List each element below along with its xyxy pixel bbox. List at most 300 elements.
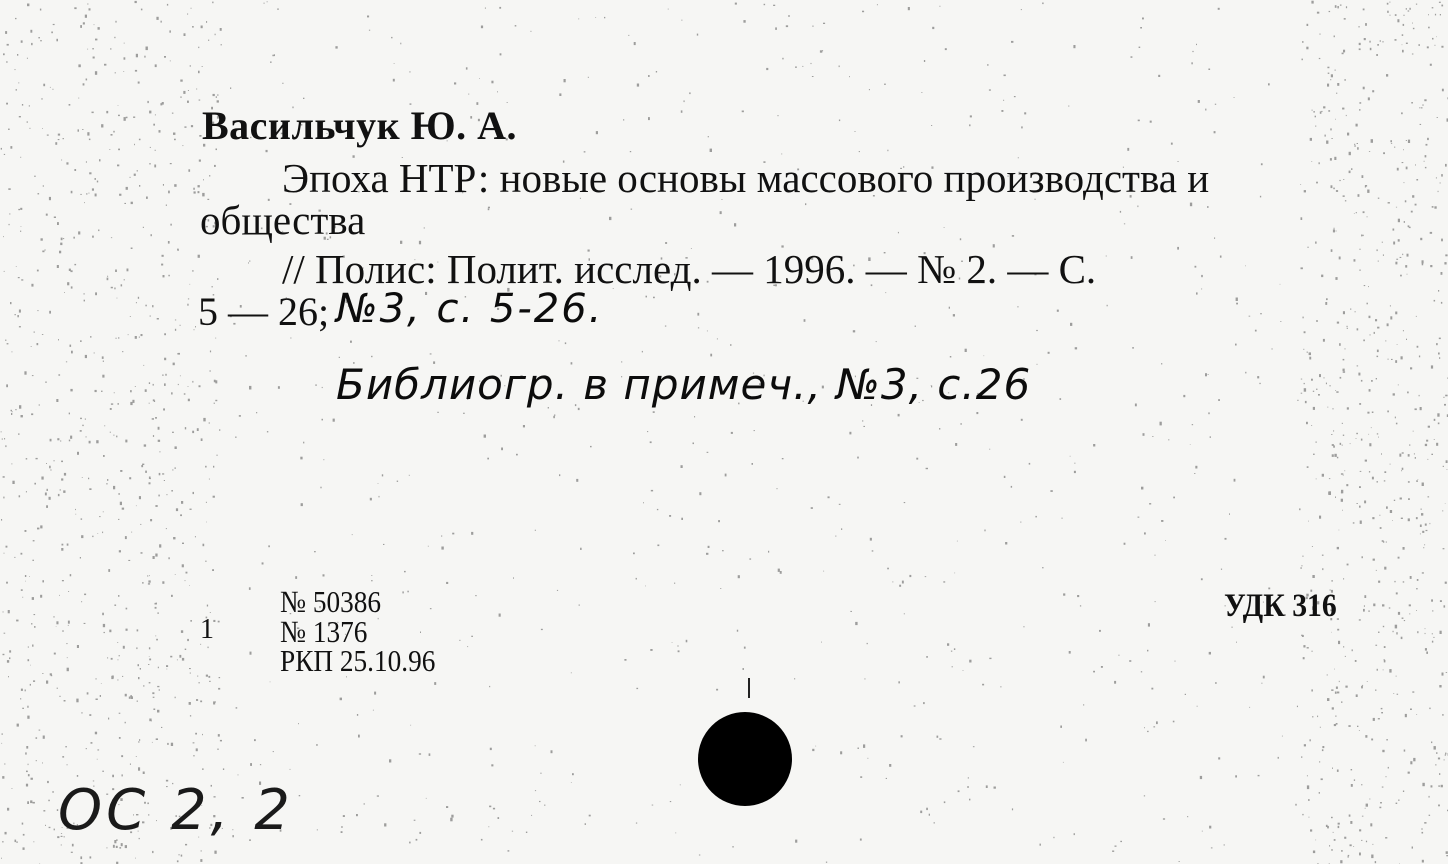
paper-speckle	[1391, 359, 1393, 360]
paper-speckle	[1431, 454, 1433, 455]
paper-speckle	[872, 550, 874, 551]
paper-speckle	[341, 826, 343, 827]
paper-speckle	[1396, 676, 1397, 677]
paper-speckle	[1316, 389, 1317, 390]
paper-speckle	[1295, 804, 1296, 806]
paper-speckle	[92, 48, 94, 49]
paper-speckle	[1365, 808, 1366, 809]
paper-speckle	[130, 316, 131, 317]
paper-speckle	[855, 131, 856, 132]
paper-speckle	[196, 89, 197, 90]
paper-speckle	[1432, 38, 1434, 40]
paper-speckle	[80, 340, 82, 342]
paper-speckle	[1401, 470, 1402, 471]
paper-speckle	[429, 753, 431, 756]
paper-speckle	[1211, 847, 1213, 848]
paper-speckle	[116, 436, 117, 438]
paper-speckle	[168, 241, 170, 244]
paper-speckle	[60, 243, 62, 246]
paper-speckle	[205, 561, 206, 562]
paper-speckle	[37, 343, 39, 345]
paper-speckle	[30, 665, 31, 666]
paper-speckle	[1320, 34, 1321, 35]
paper-speckle	[10, 302, 12, 304]
paper-speckle	[20, 157, 21, 158]
paper-speckle	[175, 320, 176, 321]
paper-speckle	[1364, 501, 1366, 504]
paper-speckle	[1312, 546, 1313, 547]
paper-speckle	[1220, 256, 1222, 258]
paper-speckle	[187, 101, 189, 103]
paper-speckle	[136, 54, 138, 58]
paper-speckle	[102, 771, 103, 772]
paper-speckle	[1353, 846, 1354, 847]
paper-speckle	[1344, 79, 1346, 80]
paper-speckle	[1060, 726, 1062, 728]
paper-speckle	[150, 147, 151, 148]
paper-speckle	[786, 25, 788, 27]
paper-speckle	[1367, 681, 1368, 682]
paper-speckle	[1435, 14, 1436, 16]
paper-speckle	[1384, 646, 1386, 648]
paper-speckle	[70, 574, 72, 576]
paper-speckle	[1337, 6, 1339, 8]
paper-speckle	[67, 657, 68, 658]
punch-hole	[698, 712, 792, 806]
paper-speckle	[250, 652, 252, 655]
paper-speckle	[155, 505, 157, 507]
paper-speckle	[441, 547, 443, 550]
paper-speckle	[1315, 126, 1316, 127]
paper-speckle	[178, 353, 180, 355]
paper-speckle	[1260, 196, 1261, 198]
paper-speckle	[1137, 206, 1138, 208]
paper-speckle	[96, 699, 98, 701]
paper-speckle	[64, 292, 65, 293]
paper-speckle	[1335, 692, 1337, 694]
paper-speckle	[172, 113, 174, 114]
paper-speckle	[1378, 718, 1380, 719]
paper-speckle	[681, 465, 683, 468]
paper-speckle	[303, 98, 304, 99]
paper-speckle	[123, 646, 125, 649]
paper-speckle	[1255, 330, 1257, 332]
paper-speckle	[926, 656, 928, 658]
paper-speckle	[1390, 305, 1391, 306]
paper-speckle	[1215, 682, 1216, 684]
paper-speckle	[58, 339, 59, 340]
paper-speckle	[39, 405, 40, 406]
paper-speckle	[904, 502, 906, 503]
paper-speckle	[163, 275, 165, 277]
paper-speckle	[1183, 395, 1185, 397]
paper-speckle	[219, 677, 221, 678]
paper-speckle	[108, 569, 110, 572]
paper-speckle	[136, 302, 137, 303]
paper-speckle	[57, 222, 59, 225]
paper-speckle	[152, 418, 154, 420]
paper-speckle	[1420, 407, 1422, 410]
paper-speckle	[28, 774, 30, 776]
paper-speckle	[1412, 195, 1414, 198]
paper-speckle	[20, 231, 21, 232]
handwritten-shelf-code: ОС 2, 2	[58, 778, 294, 843]
paper-speckle	[749, 558, 751, 559]
paper-speckle	[41, 238, 43, 240]
paper-speckle	[21, 40, 23, 42]
paper-speckle	[812, 26, 813, 27]
paper-speckle	[648, 117, 650, 120]
paper-speckle	[200, 701, 202, 703]
paper-speckle	[1382, 750, 1384, 752]
paper-speckle	[1357, 147, 1359, 150]
paper-speckle	[63, 238, 64, 239]
paper-speckle	[1332, 707, 1334, 709]
paper-speckle	[174, 184, 176, 187]
paper-speckle	[1385, 837, 1387, 838]
paper-speckle	[1150, 121, 1152, 123]
paper-speckle	[78, 129, 80, 131]
paper-speckle	[1375, 319, 1377, 321]
paper-speckle	[92, 112, 94, 114]
paper-speckle	[731, 432, 733, 434]
paper-speckle	[55, 142, 57, 145]
paper-speckle	[1356, 124, 1358, 127]
paper-speckle	[89, 488, 91, 490]
paper-speckle	[1369, 389, 1371, 392]
paper-speckle	[178, 854, 179, 855]
paper-speckle	[71, 852, 73, 853]
paper-speckle	[49, 197, 51, 200]
paper-speckle	[1349, 152, 1351, 155]
paper-speckle	[1, 431, 2, 432]
paper-speckle	[1343, 311, 1345, 314]
paper-speckle	[1343, 195, 1345, 197]
paper-speckle	[50, 470, 51, 471]
paper-speckle	[165, 374, 166, 376]
paper-speckle	[65, 746, 66, 747]
paper-speckle	[689, 92, 690, 94]
paper-speckle	[1395, 39, 1397, 41]
paper-speckle	[22, 104, 23, 106]
paper-speckle	[1369, 316, 1371, 318]
paper-speckle	[1334, 157, 1336, 160]
paper-speckle	[1302, 565, 1303, 566]
paper-speckle	[1395, 312, 1397, 315]
paper-speckle	[565, 342, 566, 344]
paper-speckle	[1364, 595, 1366, 598]
paper-speckle	[23, 834, 25, 836]
paper-speckle	[915, 326, 916, 327]
paper-speckle	[139, 337, 140, 338]
paper-speckle	[1323, 106, 1325, 108]
title-line-1: Эпоха НТР: новые основы массового производства и	[282, 155, 1210, 201]
paper-speckle	[1308, 521, 1309, 522]
paper-speckle	[1337, 618, 1339, 620]
paper-speckle	[1343, 50, 1345, 53]
paper-speckle	[378, 483, 379, 484]
paper-speckle	[1023, 626, 1024, 627]
paper-speckle	[877, 4, 878, 5]
paper-speckle	[1, 519, 2, 521]
paper-speckle	[95, 39, 97, 41]
paper-speckle	[221, 44, 223, 45]
paper-speckle	[708, 136, 709, 137]
paper-speckle	[551, 750, 553, 753]
paper-speckle	[909, 575, 911, 577]
paper-speckle	[322, 419, 324, 421]
paper-speckle	[1447, 469, 1448, 470]
paper-speckle	[1201, 578, 1203, 580]
paper-speckle	[126, 608, 128, 610]
paper-speckle	[27, 706, 28, 708]
paper-speckle	[21, 415, 23, 417]
paper-speckle	[1074, 471, 1076, 473]
paper-speckle	[1165, 540, 1166, 541]
paper-speckle	[1173, 721, 1175, 723]
paper-speckle	[198, 47, 199, 48]
paper-speckle	[914, 705, 916, 706]
paper-speckle	[26, 458, 28, 459]
paper-speckle	[89, 441, 91, 444]
paper-speckle	[12, 411, 13, 412]
paper-speckle	[109, 149, 110, 150]
paper-speckle	[125, 440, 127, 443]
paper-speckle	[104, 425, 105, 426]
paper-speckle	[1194, 473, 1195, 474]
paper-speckle	[11, 464, 12, 465]
paper-speckle	[650, 649, 652, 651]
paper-speckle	[1343, 435, 1344, 436]
paper-speckle	[822, 50, 823, 51]
paper-speckle	[920, 811, 922, 814]
paper-speckle	[1175, 661, 1176, 662]
paper-speckle	[146, 197, 148, 199]
paper-speckle	[1383, 669, 1384, 670]
paper-speckle	[1359, 619, 1361, 620]
paper-speckle	[1359, 109, 1361, 110]
paper-speckle	[187, 13, 188, 14]
paper-speckle	[89, 172, 91, 174]
paper-speckle	[1393, 242, 1395, 245]
paper-speckle	[1432, 633, 1433, 634]
paper-speckle	[1363, 340, 1365, 342]
paper-speckle	[1424, 544, 1425, 545]
paper-speckle	[1430, 64, 1432, 66]
paper-speckle	[94, 24, 95, 25]
paper-speckle	[1375, 690, 1376, 691]
paper-speckle	[1301, 756, 1302, 758]
paper-speckle	[652, 805, 654, 806]
paper-speckle	[1341, 499, 1343, 502]
paper-speckle	[1404, 750, 1406, 752]
paper-speckle	[320, 487, 321, 489]
paper-speckle	[164, 383, 166, 386]
paper-speckle	[1359, 102, 1361, 104]
paper-speckle	[768, 551, 769, 553]
paper-speckle	[1337, 692, 1339, 694]
paper-speckle	[1384, 480, 1386, 481]
paper-speckle	[3, 476, 5, 478]
paper-speckle	[148, 664, 149, 665]
paper-speckle	[409, 71, 410, 72]
paper-speckle	[1341, 850, 1343, 852]
paper-speckle	[1412, 54, 1414, 55]
paper-speckle	[89, 139, 91, 141]
paper-speckle	[1325, 302, 1327, 305]
paper-speckle	[898, 232, 899, 233]
paper-speckle	[1329, 478, 1330, 479]
paper-speckle	[82, 477, 83, 478]
paper-speckle	[84, 202, 85, 203]
paper-speckle	[1339, 257, 1341, 260]
paper-speckle	[1024, 112, 1026, 114]
paper-speckle	[239, 415, 241, 417]
paper-speckle	[235, 437, 236, 438]
paper-speckle	[85, 355, 87, 358]
paper-speckle	[131, 532, 132, 533]
paper-speckle	[188, 386, 189, 387]
paper-speckle	[51, 32, 53, 34]
paper-speckle	[1151, 688, 1153, 690]
paper-speckle	[6, 61, 7, 63]
paper-speckle	[113, 845, 115, 848]
paper-speckle	[1415, 164, 1416, 165]
paper-speckle	[804, 319, 806, 322]
paper-speckle	[1342, 108, 1344, 110]
paper-speckle	[1304, 388, 1306, 392]
paper-speckle	[1444, 760, 1445, 761]
paper-speckle	[485, 8, 486, 9]
paper-speckle	[1378, 437, 1379, 438]
paper-speckle	[62, 630, 63, 632]
paper-speckle	[624, 659, 626, 661]
paper-speckle	[450, 818, 452, 822]
paper-speckle	[446, 806, 448, 808]
paper-speckle	[164, 333, 166, 335]
paper-speckle	[1308, 799, 1310, 801]
paper-speckle	[198, 71, 200, 74]
paper-speckle	[56, 39, 58, 42]
paper-speckle	[1408, 772, 1410, 774]
paper-speckle	[163, 408, 165, 410]
paper-speckle	[1331, 689, 1333, 691]
paper-speckle	[1011, 41, 1013, 43]
paper-speckle	[1307, 785, 1309, 789]
paper-speckle	[452, 533, 454, 535]
paper-speckle	[544, 805, 545, 806]
paper-speckle	[80, 418, 82, 419]
paper-speckle	[214, 380, 216, 383]
paper-speckle	[828, 496, 830, 498]
paper-speckle	[157, 318, 159, 320]
paper-speckle	[1380, 802, 1382, 803]
paper-speckle	[1346, 115, 1347, 116]
paper-speckle	[1383, 626, 1384, 627]
paper-speckle	[118, 105, 119, 106]
paper-speckle	[1441, 239, 1443, 242]
paper-speckle	[142, 464, 144, 465]
paper-speckle	[30, 684, 31, 686]
paper-speckle	[488, 826, 489, 827]
paper-speckle	[557, 590, 558, 591]
paper-speckle	[849, 76, 850, 77]
paper-speckle	[117, 679, 118, 680]
paper-speckle	[1439, 2, 1441, 3]
paper-speckle	[129, 477, 131, 479]
paper-speckle	[1343, 369, 1345, 371]
paper-speckle	[1445, 164, 1447, 167]
paper-speckle	[391, 37, 392, 38]
paper-speckle	[481, 839, 483, 841]
paper-speckle	[118, 403, 119, 405]
paper-speckle	[1342, 423, 1343, 424]
paper-speckle	[4, 438, 5, 439]
paper-speckle	[1416, 316, 1417, 317]
paper-speckle	[1443, 548, 1445, 549]
udk-code: УДК 316	[1224, 588, 1337, 624]
paper-speckle	[1406, 8, 1407, 9]
paper-speckle	[303, 442, 304, 444]
paper-speckle	[743, 668, 744, 670]
paper-speckle	[821, 642, 822, 643]
paper-speckle	[149, 659, 151, 661]
paper-speckle	[188, 399, 190, 402]
paper-speckle	[967, 786, 969, 787]
paper-speckle	[86, 436, 87, 437]
paper-speckle	[1316, 320, 1318, 322]
paper-speckle	[69, 269, 71, 271]
paper-speckle	[1214, 237, 1215, 239]
paper-speckle	[45, 381, 46, 383]
paper-speckle	[358, 735, 360, 738]
paper-speckle	[1405, 714, 1407, 717]
paper-speckle	[1388, 202, 1390, 203]
paper-speckle	[1335, 70, 1336, 71]
paper-speckle	[1258, 775, 1260, 776]
paper-speckle	[1307, 352, 1308, 353]
paper-speckle	[170, 224, 171, 226]
paper-speckle	[754, 430, 755, 431]
paper-speckle	[107, 278, 109, 281]
paper-speckle	[1234, 97, 1235, 98]
paper-speckle	[29, 576, 30, 577]
paper-speckle	[49, 497, 51, 500]
paper-speckle	[1371, 380, 1373, 382]
paper-speckle	[250, 763, 252, 766]
paper-speckle	[199, 160, 201, 162]
paper-speckle	[526, 832, 527, 833]
paper-speckle	[215, 34, 216, 36]
paper-speckle	[1409, 604, 1411, 606]
paper-speckle	[153, 124, 155, 126]
paper-speckle	[1021, 419, 1023, 421]
paper-speckle	[969, 799, 970, 801]
paper-speckle	[98, 230, 99, 232]
paper-speckle	[111, 287, 113, 289]
paper-speckle	[1313, 454, 1315, 455]
paper-speckle	[277, 8, 278, 10]
paper-speckle	[1410, 761, 1412, 764]
paper-speckle	[859, 151, 860, 152]
paper-speckle	[1073, 45, 1075, 48]
paper-speckle	[120, 502, 122, 505]
paper-speckle	[156, 603, 157, 604]
paper-speckle	[646, 296, 648, 298]
paper-speckle	[32, 597, 34, 600]
paper-speckle	[1378, 581, 1380, 583]
paper-speckle	[1426, 652, 1428, 654]
